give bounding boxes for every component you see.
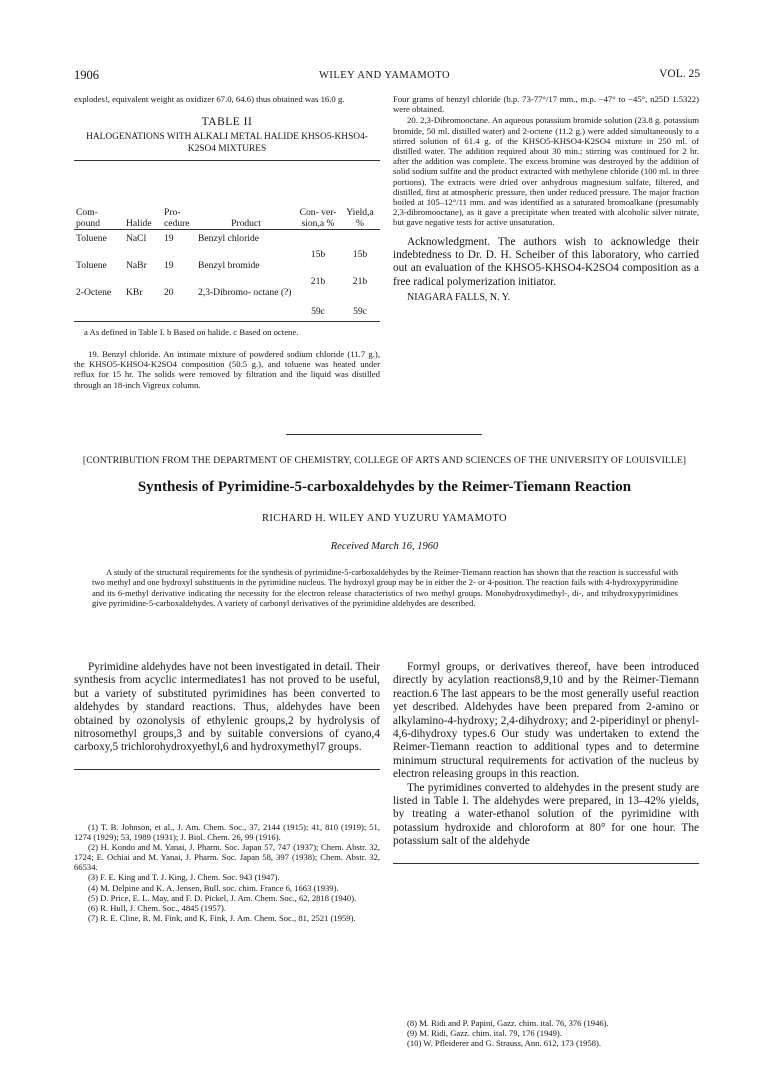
- table-caption: HALOGENATIONS WITH ALKALI METAL HALIDE KHSO5-KHSO4-K2SO4 MIXTURES: [86, 132, 368, 154]
- abstract: [92, 567, 678, 608]
- cell: 2,3-Dibromo- octane (?): [198, 286, 292, 298]
- footnote-divider-right: [393, 863, 699, 864]
- cell: 20: [164, 286, 174, 298]
- body-right-column: [393, 661, 699, 864]
- cell: 15b: [352, 248, 368, 260]
- header-yield: Yield,a %: [346, 206, 374, 229]
- cell: KBr: [126, 286, 143, 298]
- footnote-7: (7) R. E. Cline, R. M. Fink, and K. Fink, J. Am. Chem. Soc., 81, 2521 (1959).: [88, 912, 356, 923]
- acknowledgment: Acknowledgment. The authors wish to acknowledge their indebtedness to Dr. D. H. Scheiber of this laboratory, who carried out an evaluation of the KHSO5-KHSO4-K2SO4 composition as a free radical polymerization initiator.: [393, 235, 699, 288]
- paragraph-19: 19. Benzyl chloride. An intimate mixture of powdered sodium chloride (11.7 g.), the KHSO5-KHSO4-K2SO4 composition (50.5 g.), and toluene was heated under reflux for 15 hr. The solids were removed by filtration and the liquid was distilled through an 18-inch Vigreux column.: [74, 348, 380, 390]
- cell: Toluene: [76, 259, 107, 271]
- contribution-line: [CONTRIBUTION FROM THE DEPARTMENT OF CHEMISTRY, COLLEGE OF ARTS AND SCIENCES OF THE UNIVERSITY OF LOUISVILLE]: [82, 455, 687, 466]
- table-label: TABLE II: [201, 116, 253, 129]
- footnote-5: (5) D. Price, E. L. May, and F. D. Pickel, J. Am. Chem. Soc., 62, 2818 (1940).: [88, 892, 357, 903]
- volume-label: VOL. 25: [659, 68, 700, 80]
- cell: 59c: [311, 305, 325, 317]
- table-row: [74, 287, 380, 317]
- footnote-1: (1) T. B. Johnson, et al., J. Am. Chem. Soc., 37, 2144 (1915); 41, 810 (1919); 51, 1274 (1929); 53, 1989 (1931); J. Biol. Chem. 26, 99 (1916).: [74, 822, 380, 843]
- cell: 19: [164, 259, 174, 271]
- header-compound: Com- pound: [76, 206, 100, 229]
- authors: RICHARD H. WILEY AND YUZURU YAMAMOTO: [261, 513, 507, 524]
- body-right-paragraph-1: Formyl groups, or derivatives thereof, have been introduced directly by acylation reactions8,9,10 and by the Reimer-Tiemann reaction.6 The last appears to be the most generally useful reaction yet described. Aldehydes have been prepared from 2-amino or alkylamino-4-hydroxy; 2,4-dihydroxy; and 2-piperidinyl or phenyl-4,6-dihydroxy types.6 Our study was undertaken to extend the Reimer-Tiemann reaction to additional types and to determine minimum structural requirements for activation of the nucleus by electron releasing groups in this reaction.: [393, 661, 699, 781]
- cell: Benzyl bromide: [198, 259, 260, 271]
- table-row: [74, 233, 380, 260]
- article-title: Synthesis of Pyrimidine-5-carboxaldehydes by the Reimer-Tiemann Reaction: [137, 479, 632, 495]
- footnote-10: (10) W. Pfleiderer and G. Strauss, Ann. 612, 173 (1958).: [407, 1038, 602, 1049]
- received-date: Received March 16, 1960: [330, 541, 439, 552]
- footnote-9: (9) M. Ridi, Gazz. chim. ital. 79, 176 (1949).: [407, 1028, 562, 1039]
- cell: NaCl: [126, 232, 147, 244]
- header-conversion: Con- ver- sion,a %: [299, 206, 337, 229]
- cell: 2-Octene: [76, 286, 112, 298]
- footnotes-left: [74, 822, 380, 923]
- page-number: 1906: [74, 68, 99, 82]
- body-right-paragraph-2: The pyrimidines converted to aldehydes in the present study are listed in Table I. The aldehydes were prepared, in 13–42% yields, by treating a water-ethanol solution of the pyrimidine with potassium hydroxide and chloroform at 80° for one hour. The potassium salt of the aldehyde: [393, 781, 699, 848]
- header-product: Product: [231, 217, 261, 229]
- body-left-paragraph: Pyrimidine aldehydes have not been investigated in detail. Their synthesis from acyclic intermediates1 has not proved to be useful, but a variety of substituted pyrimidines has been converted to aldehydes by standard reactions. Thus, aldehydes have been obtained by ozonolysis of ethylenic groups,2 by hydrolysis of nitrosomethyl groups,3 and by suitable conversions of cyano,4 carboxy,5 trichlorohydroxyethyl,6 and hydroxymethyl7 groups.: [74, 661, 380, 754]
- footnote-4: (4) M. Delpine and K. A. Jensen, Bull. soc. chim. France 6, 1663 (1939).: [88, 882, 339, 893]
- footnote-2: (2) H. Kondo and M. Yanai, J. Pharm. Soc. Japan 57, 747 (1937); Chem. Abstr. 32, 1724; E. Ochiai and M. Yanai, J. Pharm. Soc. Japan 58, 397 (1938); Chem. Abstr. 32, 66534.: [74, 842, 380, 873]
- section-divider: [286, 434, 482, 435]
- table-row: [74, 260, 380, 287]
- cell: 21b: [352, 275, 368, 287]
- footnote-6: (6) R. Hull, J. Chem. Soc., 4845 (1957).: [88, 902, 226, 913]
- left-top-column: [74, 94, 380, 390]
- header-procedure: Pro- cedure: [164, 206, 190, 229]
- cell: 19: [164, 232, 174, 244]
- cell: 59c: [353, 305, 367, 317]
- footnote-3: (3) F. E. King and T. J. King, J. Chem. Soc. 943 (1947).: [88, 872, 280, 883]
- right-intro-text: Four grams of benzyl chloride (b.p. 73-77°/17 mm., m.p. −47° to −45°, n25D 1.5322) were obtained.: [393, 94, 699, 115]
- cell: Benzyl chloride: [198, 232, 260, 244]
- running-title: WILEY AND YAMAMOTO: [318, 70, 451, 81]
- cell: Toluene: [76, 232, 107, 244]
- halogenation-table: [74, 163, 380, 322]
- cell: NaBr: [126, 259, 147, 271]
- footnote-divider-left: [74, 769, 380, 770]
- table-footnote: a As defined in Table I. b Based on halide. c Based on octene.: [84, 326, 299, 337]
- body-left-column: [74, 661, 380, 770]
- paragraph-20: 20. 2,3-Dibromooctane. An aqueous potassium bromide solution (23.8 g. potassium bromide, 50 ml. distilled water) and 2-octene (11.2 g.) were added simultaneously to a stirred solution of 61.4 g. of the KHSO5-KHSO4-K2SO4 mixture in 250 ml. of distilled water. The addition required about 30 min.; stirring was continued for 2 hr. after the addition was complete. The excess bromine was destroyed by the addition of solid sodium sulfite and the product extracted with methylene chloride (100 ml. in three portions). The extracts were dried over anhydrous magnesium sulfate, filtered, and distilled, first at atmospheric pressure, then under reduced pressure. The major fraction boiled at 105–12°/11 mm. and was identified as a saturated bromoalkane (presumably 2,3-dibromooctane), as it gave a precipitate when treated with alcoholic silver nitrate, but gave negative tests for active unsaturation.: [393, 115, 699, 228]
- cell: 15b: [310, 248, 326, 260]
- right-top-column: [393, 94, 699, 303]
- footnote-8: (8) M. Ridi and P. Papini, Gazz. chim. ital. 76, 376 (1946).: [407, 1018, 609, 1028]
- abstract-text: A study of the structural requirements for the synthesis of pyrimidine-5-carboxaldehydes by the Reimer-Tiemann reaction has shown that the reaction is successful with two methyl and one hydroxyl substituents in the pyrimidine nucleus. The hydroxyl group may be in either the 2- or 4-position. The reaction fails with 4-hydroxypyrimidine and its 6-methyl derivative indicating the necessity for the electron release characteristics of two methyl groups. Monohydroxydimethyl-, di-, and trihydroxypyrimidines give pyrimidine-5-carboxaldehydes. A variety of carbonyl derivatives of the pyrimidine aldehydes are described.: [92, 567, 678, 608]
- left-intro-text: explodes!, equivalent weight as oxidizer 67.0, 64.6) thus obtained was 16.0 g.: [74, 94, 345, 104]
- cell: 21b: [310, 275, 326, 287]
- footnotes-right: [393, 1018, 699, 1048]
- header-halide: Halide: [126, 217, 152, 229]
- location: NIAGARA FALLS, N. Y.: [407, 292, 511, 304]
